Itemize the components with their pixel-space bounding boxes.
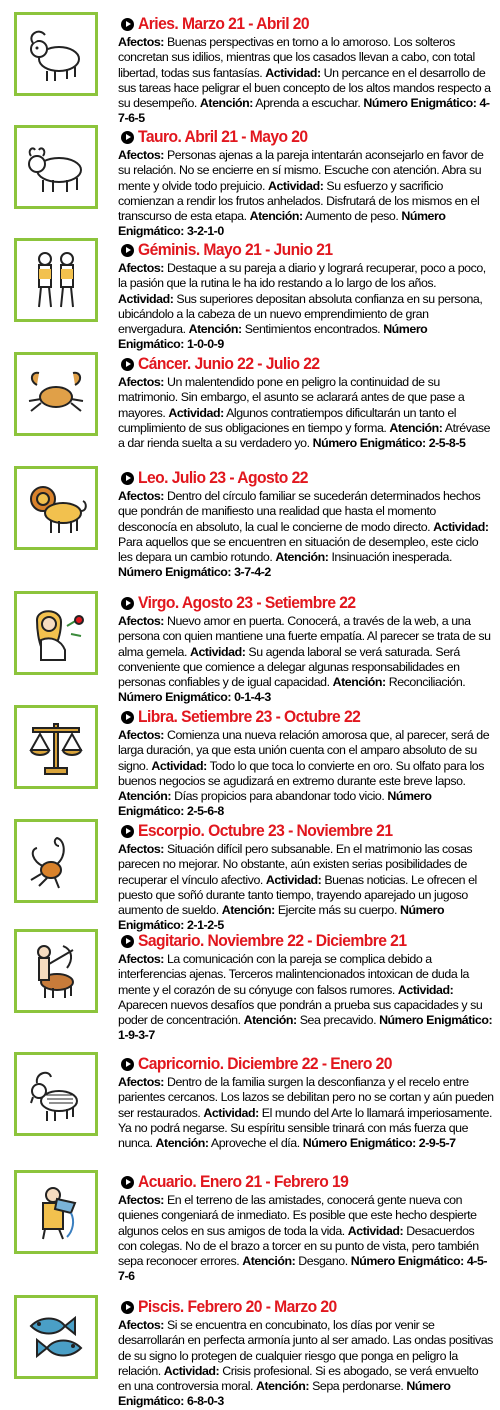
sign-title: Capricornio. Diciembre 22 - Enero 20 bbox=[138, 1054, 392, 1073]
bullet-icon bbox=[121, 18, 134, 31]
sign-title: Tauro. Abril 21 - Mayo 20 bbox=[138, 127, 308, 146]
scales-icon bbox=[14, 705, 98, 789]
sign-tauro bbox=[0, 125, 500, 239]
sign-text: Afectos: Situación difícil pero subsanable. En el matrimonio las cosas parecen no mejorar. No obstante, aún existen serias posibilidades de recuperar el vínculo afectivo. Actividad: Buenas noticias. Le ofrecen el puesto que soñó durante tanto tiempo, trayendo aparejado un jugoso aumento de sueldo. Atención: Ejercite más su cuerpo. Número Enigmático: 2-1-2-5 bbox=[118, 842, 477, 933]
sign-text: Afectos: Dentro del círculo familiar se sucederán determinados hechos que pondrán de manifiesto una realidad que hasta el momento desconocía en absoluto, la cual le concierne de modo directo. Actividad: Para aquellos que se encuentren en situación de desempleo, este ciclo les depara un cambio rotundo. Atención: Insinuación inesperada. Número Enigmático: 3-7-4-2 bbox=[118, 489, 489, 580]
sign-cancer bbox=[0, 352, 500, 462]
sign-leo bbox=[0, 466, 500, 580]
maiden-icon bbox=[14, 591, 98, 675]
bullet-icon bbox=[121, 711, 134, 724]
bullet-icon bbox=[121, 825, 134, 838]
sign-title: Leo. Julio 23 - Agosto 22 bbox=[138, 468, 308, 487]
sign-piscis bbox=[0, 1295, 500, 1409]
sign-escorpio bbox=[0, 819, 500, 933]
bullet-icon bbox=[121, 1058, 134, 1071]
bullet-icon bbox=[121, 472, 134, 485]
bullet-icon bbox=[121, 131, 134, 144]
bullet-icon bbox=[121, 935, 134, 948]
sign-text: Afectos: Destaque a su pareja a diario y logrará recuperar, poco a poco, la pasión que la rutina le ha ido restando a lo largo de los años. Actividad: Sus superiores depositan absoluta confianza en su persona, ubicándolo a la cabeza de un nuevo emprendimiento de gran envergadura. Atención: Sentimientos encontrados. Número Enigmático: 1-0-0-9 bbox=[118, 261, 486, 352]
sign-text: Afectos: Comienza una nueva relación amorosa que, al parecer, será de larga duración, ya que esta unión cuenta con el amparo absoluto de su signo. Actividad: Todo lo que toca lo convierte en oro. Su olfato para los buenos negocios se agudizará en extremo durante este breve lapso. Atención: Días propicios para abandonar todo vicio. Número Enigmático: 2-5-6-8 bbox=[118, 728, 490, 819]
bullet-icon bbox=[121, 1301, 134, 1314]
water-bearer-icon bbox=[14, 1170, 98, 1254]
sign-text: Afectos: Buenas perspectivas en torno a lo amoroso. Los solteros concretan sus idilios, mientras que los casados llevan a cabo, con total libertad, todas sus fantasías. Actividad: Un percance en el desarrollo de sus tareas hace peligrar el buen concepto de los altos mandos respecto a su desempeño. Atención: Aprenda a escuchar. Número Enigmático: 4-7-6-5 bbox=[118, 35, 491, 126]
bullet-icon bbox=[121, 597, 134, 610]
sign-title: Aries. Marzo 21 - Abril 20 bbox=[138, 14, 310, 33]
bullet-icon bbox=[121, 244, 134, 257]
crab-icon bbox=[14, 352, 98, 436]
lion-icon bbox=[14, 466, 98, 550]
sign-text: Afectos: La comunicación con la pareja se complica debido a interferencias ajenas. Terceros malintencionados intoxican de duda la mente y el corazón de su cónyuge con falsos rumores. Actividad: Aparecen nuevos desafíos que pondrán a prueba sus capacidades y su poder de concentración. Atención: Sea precavido. Número Enigmático: 1-9-3-7 bbox=[118, 952, 493, 1043]
scorpion-icon bbox=[14, 819, 98, 903]
archer-icon bbox=[14, 929, 98, 1013]
sign-sagitario bbox=[0, 929, 500, 1043]
sign-text: Afectos: Nuevo amor en puerta. Conocerá, a través de la web, a una persona con quien mantiene una fuerte empatía. Al parecer se trata de su alma gemela. Actividad: Su agenda laboral se verá saturada. Será conveniente que comience a delegar algunas responsabilidades en personas confiables y de igual capacidad. Atención: Reconciliación. Número Enigmático: 0-1-4-3 bbox=[118, 614, 491, 705]
bullet-icon bbox=[121, 1176, 134, 1189]
twins-icon bbox=[14, 238, 98, 322]
sign-text: Afectos: Personas ajenas a la pareja intentarán aconsejarlo en favor de su relación. No se encierre en sí mismo. Escuche con atención. Abra su mente y olvide todo prejuicio. Actividad: Su esfuerzo y sacrificio comienzan a rendir los frutos anhelados. Disfrutará de los mismos en el transcurso de esta etapa. Atención: Aumento de peso. Número Enigmático: 3-2-1-0 bbox=[118, 148, 484, 239]
sign-aries bbox=[0, 12, 500, 126]
goat-icon bbox=[14, 1052, 98, 1136]
sign-title: Géminis. Mayo 21 - Junio 21 bbox=[138, 240, 333, 259]
sign-text: Afectos: En el terreno de las amistades, conocerá gente nueva con quienes congeniará de inmediato. Es posible que este hecho despierte algunos celos en sus amigos de toda la vida. Actividad: Desacuerdos con colegas. No de el brazo a torcer en su punto de vista, pero también sepa reconocer errores. Atención: Desgano. Número Enigmático: 4-5-7-6 bbox=[118, 1193, 488, 1284]
sign-title: Cáncer. Junio 22 - Julio 22 bbox=[138, 354, 320, 373]
ram-icon bbox=[14, 12, 98, 96]
sign-virgo bbox=[0, 591, 500, 705]
sign-title: Escorpio. Octubre 23 - Noviembre 21 bbox=[138, 821, 393, 840]
sign-libra bbox=[0, 705, 500, 819]
bull-icon bbox=[14, 125, 98, 209]
bullet-icon bbox=[121, 358, 134, 371]
sign-title: Sagitario. Noviembre 22 - Diciembre 21 bbox=[138, 931, 407, 950]
sign-text: Afectos: Dentro de la familia surgen la desconfianza y el recelo entre parientes cercanos. Los lazos se debilitan pero no se cortan y aún pueden ser restaurados. Actividad: El mundo del Arte lo llamará imperiosamente. Ya no podrá negarse. Su espíritu sensible trinará con más fuerza que nunca. Atención: Aproveche el día. Número Enigmático: 2-9-5-7 bbox=[118, 1075, 494, 1151]
fish-icon bbox=[14, 1295, 98, 1379]
sign-acuario bbox=[0, 1170, 500, 1284]
sign-text: Afectos: Si se encuentra en concubinato, los días por venir se desarrollarán en perfecta armonía junto al ser amado. Las ondas positivas de su signo lo protegen de cualquier riesgo que ponga en peligro la relación. Actividad: Crisis profesional. Si es abogado, se verá envuelto en una controversia moral. Atención: Sepa perdonarse. Número Enigmático: 6-8-0-3 bbox=[118, 1318, 493, 1409]
sign-title: Piscis. Febrero 20 - Marzo 20 bbox=[138, 1297, 337, 1316]
sign-capricornio bbox=[0, 1052, 500, 1162]
sign-title: Virgo. Agosto 23 - Setiembre 22 bbox=[138, 593, 356, 612]
sign-geminis bbox=[0, 238, 500, 352]
sign-text: Afectos: Un malentendido pone en peligro la continuidad de su matrimonio. Sin embargo, el asunto se aclarará antes de que pase a mayores. Actividad: Algunos contratiempos dificultarán un tanto el cumplimiento de sus obligaciones en tiempo y forma. Atención: Atrévase a dar rienda suelta a su verdadero yo. Número Enigmático: 2-5-8-5 bbox=[118, 375, 491, 451]
sign-title: Libra. Setiembre 23 - Octubre 22 bbox=[138, 707, 361, 726]
sign-title: Acuario. Enero 21 - Febrero 19 bbox=[138, 1172, 349, 1191]
